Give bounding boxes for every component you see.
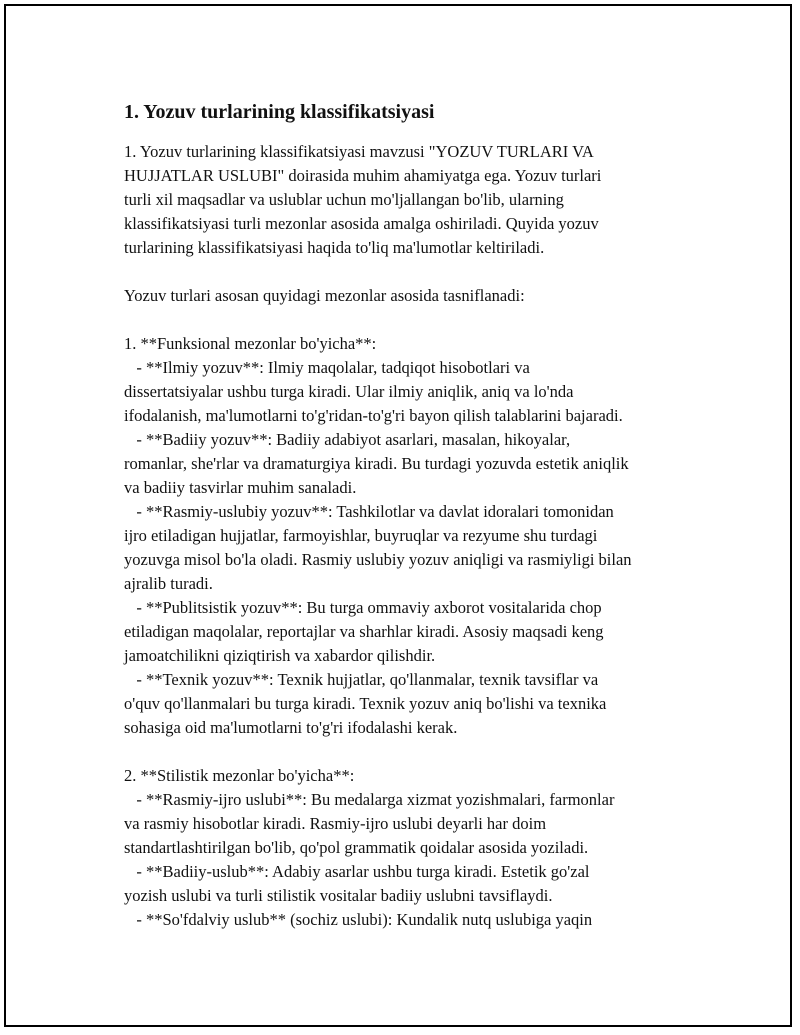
text-line: etiladigan maqolalar, reportajlar va sharhlar kiradi. Asosiy maqsadi keng — [124, 622, 604, 641]
text-line: - **So'fdalviy uslub** (sochiz uslubi): Kundalik nutq uslubiga yaqin — [124, 910, 593, 929]
text-line: - **Texnik yozuv**: Texnik hujjatlar, qo'llanmalar, texnik tavsiflar va — [124, 670, 599, 689]
page-frame — [4, 4, 792, 1027]
text-line: va badiiy tasvirlar muhim sanaladi. — [124, 478, 357, 497]
text-line: turli xil maqsadlar va uslublar uchun mo'ljallangan bo'lib, ularning — [124, 190, 564, 209]
text-line: romanlar, she'rlar va dramaturgiya kiradi. Bu turdagi yozuvda estetik aniqlik — [124, 454, 629, 473]
text-line: ifodalanish, ma'lumotlarni to'g'ridan-to'g'ri bayon qilish talablarini bajaradi. — [124, 406, 623, 425]
text-line: 1. Yozuv turlarining klassifikatsiyasi mavzusi "YOZUV TURLARI VA — [124, 142, 594, 161]
text-line: klassifikatsiyasi turli mezonlar asosida amalga oshiriladi. Quyida yozuv — [124, 214, 599, 233]
text-line: sohasiga oid ma'lumotlarni to'g'ri ifodalashi kerak. — [124, 718, 458, 737]
text-line: 1. **Funksional mezonlar bo'yicha**: — [124, 334, 377, 353]
text-line: ajralib turadi. — [124, 574, 213, 593]
body-text — [124, 140, 704, 932]
text-line: yozish uslubi va turli stilistik vositalar badiiy uslubni tavsiflaydi. — [124, 886, 553, 905]
text-line — [124, 260, 704, 284]
text-line: yozuvga misol bo'la oladi. Rasmiy uslubiy yozuv aniqligi va rasmiyligi bilan — [124, 550, 632, 569]
document-content — [124, 99, 704, 932]
text-line: dissertatsiyalar ushbu turga kiradi. Ular ilmiy aniqlik, aniq va lo'nda — [124, 382, 574, 401]
text-line — [124, 740, 704, 764]
text-line: - **Rasmiy-uslubiy yozuv**: Tashkilotlar va davlat idoralari tomonidan — [124, 502, 614, 521]
text-line: - **Publitsistik yozuv**: Bu turga ommaviy axborot vositalarida chop — [124, 598, 602, 617]
text-line — [124, 308, 704, 332]
text-line: o'quv qo'llanmalari bu turga kiradi. Texnik yozuv aniq bo'lishi va texnika — [124, 694, 607, 713]
text-line: HUJJATLAR USLUBI" doirasida muhim ahamiyatga ega. Yozuv turlari — [124, 166, 602, 185]
text-line: va rasmiy hisobotlar kiradi. Rasmiy-ijro uslubi deyarli har doim — [124, 814, 547, 833]
text-line: standartlashtirilgan bo'lib, qo'pol grammatik qoidalar asosida yoziladi. — [124, 838, 589, 857]
text-line: jamoatchilikni qiziqtirish va xabardor qilishdir. — [124, 646, 436, 665]
text-line: ijro etiladigan hujjatlar, farmoyishlar, buyruqlar va rezyume shu turdagi — [124, 526, 598, 545]
text-line: - **Ilmiy yozuv**: Ilmiy maqolalar, tadqiqot hisobotlari va — [124, 358, 530, 377]
text-line: - **Badiiy-uslub**: Adabiy asarlar ushbu turga kiradi. Estetik go'zal — [124, 862, 590, 881]
text-line: - **Rasmiy-ijro uslubi**: Bu medalarga xizmat yozishmalari, farmonlar — [124, 790, 615, 809]
section-heading: 1. Yozuv turlarining klassifikatsiyasi — [124, 101, 435, 123]
text-line: - **Badiiy yozuv**: Badiiy adabiyot asarlari, masalan, hikoyalar, — [124, 430, 571, 449]
text-line: Yozuv turlari asosan quyidagi mezonlar asosida tasniflanadi: — [124, 286, 525, 305]
text-line: turlarining klassifikatsiyasi haqida to'liq ma'lumotlar keltiriladi. — [124, 238, 545, 257]
text-line: 2. **Stilistik mezonlar bo'yicha**: — [124, 766, 355, 785]
